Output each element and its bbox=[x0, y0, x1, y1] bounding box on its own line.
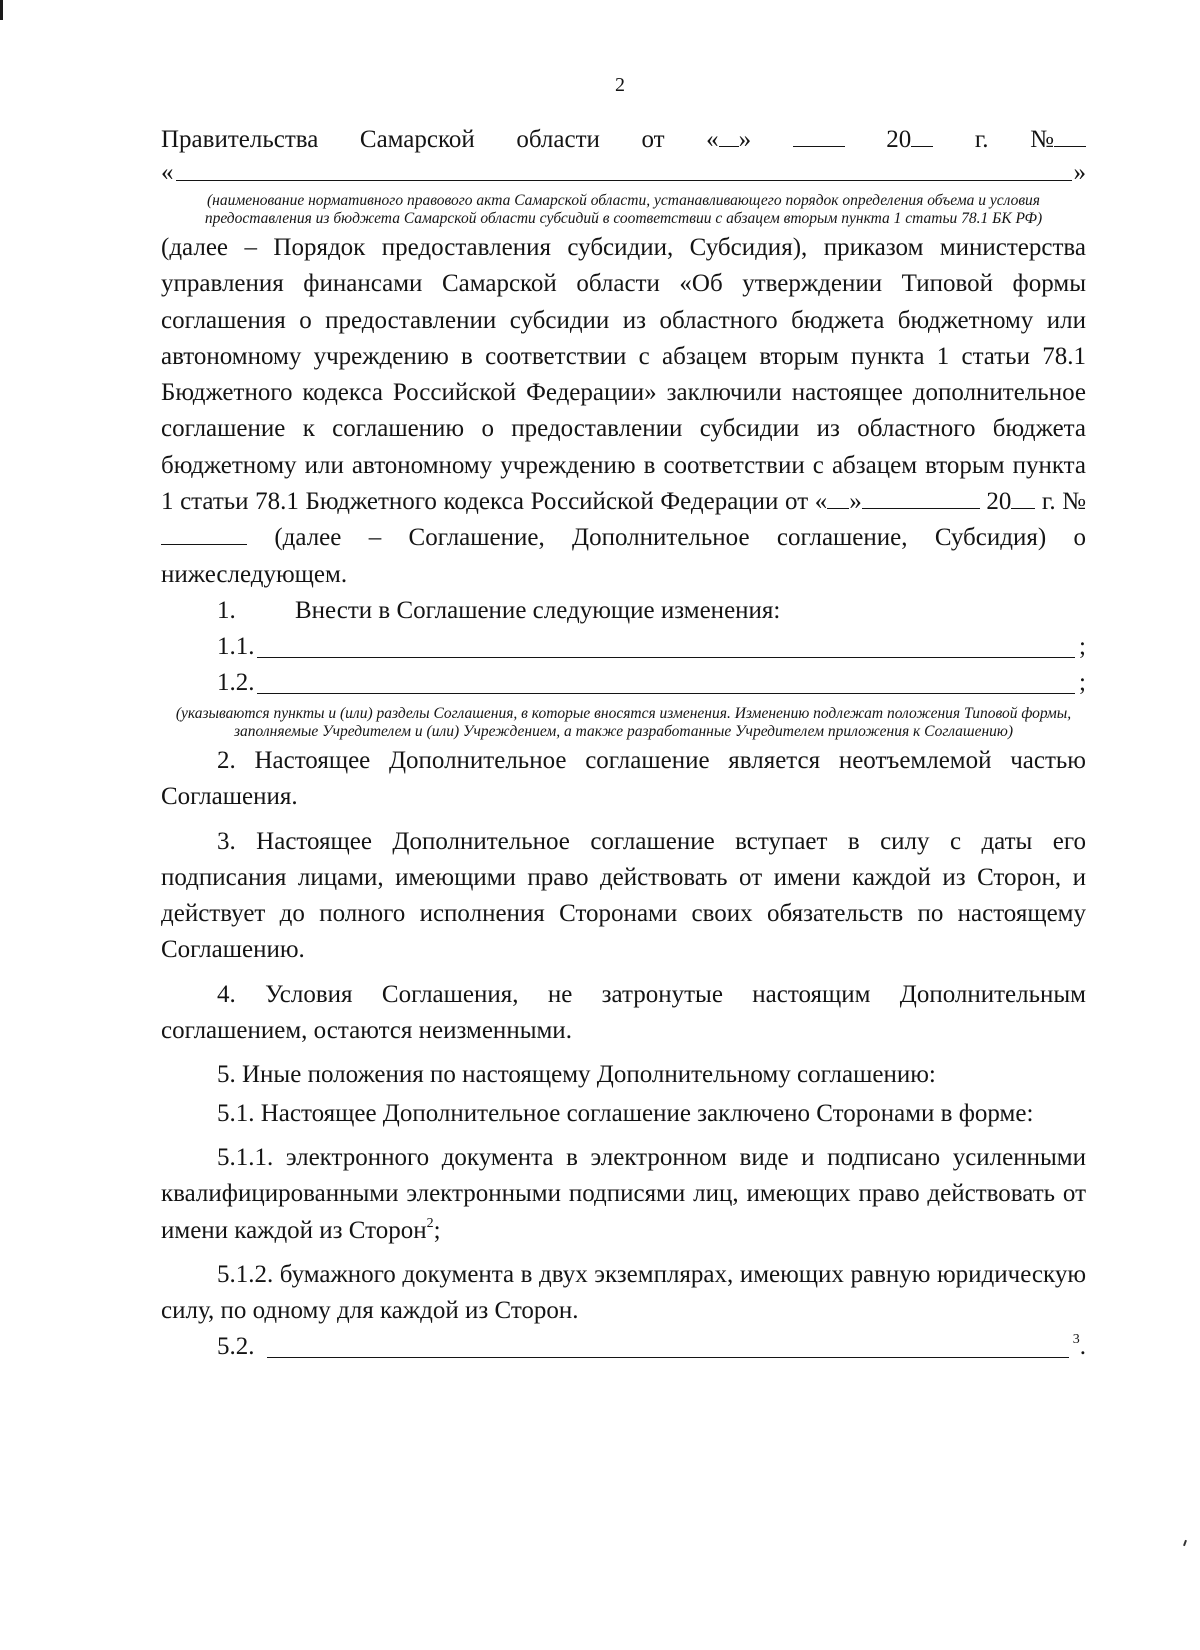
footnote-ref-3: 3 bbox=[1072, 1332, 1080, 1348]
main-paragraph bbox=[161, 230, 1086, 593]
item-5-2-tail bbox=[1073, 1329, 1086, 1365]
header-year-suffix: г. bbox=[974, 126, 989, 153]
year-prefix: 20 bbox=[886, 126, 912, 153]
act-name-note: (наименование нормативного правового акта Самарской области, устанавливающего порядок определения объема и условия предоставления из бюджета Самарской области субсидий в соответствии с абзацем вторым пункта 1 статьи 78.1 БК РФ) bbox=[204, 192, 1043, 227]
item-5-2-number: 5.2. bbox=[217, 1333, 255, 1361]
year-blank bbox=[911, 146, 933, 147]
main-paragraph-tail: (далее – Соглашение, Дополнительное соглашение, Субсидия) о нижеследующем. bbox=[161, 524, 1087, 588]
item-1-number: 1. bbox=[217, 596, 236, 624]
header-word-4: от bbox=[641, 126, 665, 153]
date-open-quote: « bbox=[706, 126, 719, 153]
paragraph-5-1-1 bbox=[161, 1140, 1086, 1249]
header-word-1: Правительства bbox=[161, 126, 319, 153]
item-1 bbox=[161, 593, 1086, 629]
header-line bbox=[161, 122, 1086, 158]
act-name-open-quote: « bbox=[161, 159, 174, 186]
document-body bbox=[161, 122, 1086, 1365]
item-1-1-end: ; bbox=[1079, 632, 1086, 660]
act-name-blank bbox=[176, 180, 1072, 181]
date-close-quote: » bbox=[738, 126, 752, 153]
paragraph-2: 2. Настоящее Дополнительное соглашение является неотъемлемой частью Соглашения. bbox=[161, 746, 1086, 811]
item-5-2 bbox=[161, 1329, 1086, 1365]
agreement-date-open: « bbox=[814, 488, 828, 516]
main-paragraph-text: (далее – Порядок предоставления субсидии, Субсидия), приказом министерства управления финансами Самарской области «Об утверждении Типовой формы соглашения о предоставлении субсидии из областного бюджета бюджетному или автономному учреждению в соответствии с абзацем вторым пункта 1 статьи 78.1 Бюджетного кодекса Российской Федерации» заключили настоящее дополнительное соглашение к соглашению о предоставлении субсидии из областного бюджета бюджетному или автономному учреждению в соответствии с абзацем вторым пункта 1 статьи 78.1 Бюджетного кодекса Российской Федерации от bbox=[161, 234, 1086, 516]
agreement-year-suffix: г. № bbox=[1041, 488, 1087, 516]
item-5-2-blank bbox=[267, 1357, 1069, 1358]
page-number: 2 bbox=[615, 74, 625, 96]
header-year bbox=[886, 122, 933, 158]
agreement-year-blank bbox=[1011, 508, 1035, 509]
paragraph-3: 3. Настоящее Дополнительное соглашение вступает в силу с даты его подписания лицами, имеющими право действовать от имени каждой из Сторон, и действует до полного исполнения Сторонами своих обязательств по настоящему Соглашению. bbox=[161, 827, 1086, 964]
footnote-ref-2: 2 bbox=[426, 1215, 434, 1231]
paragraph-5-1: 5.1. Настоящее Дополнительное соглашение заключено Сторонами в форме: bbox=[217, 1099, 1034, 1127]
agreement-year-prefix: 20 bbox=[986, 488, 1012, 516]
item-1-2-end: ; bbox=[1079, 668, 1086, 696]
act-name-close-quote: » bbox=[1073, 159, 1086, 186]
act-name-line bbox=[161, 158, 1086, 188]
scan-edge-mark bbox=[0, 0, 3, 20]
number-blank bbox=[1054, 146, 1086, 147]
item-1-text: Внести в Соглашение следующие изменения: bbox=[295, 596, 781, 624]
paragraph-4: 4. Условия Соглашения, не затронутые настоящим Дополнительным соглашением, остаются неизменными. bbox=[161, 980, 1086, 1045]
agreement-month-blank bbox=[862, 508, 980, 509]
paragraph-5-1-1-text: 5.1.1. электронного документа в электронном виде и подписано усиленными квалифицированными электронными подписями лиц, имеющих право действовать от имени каждой из Сторон bbox=[161, 1143, 1086, 1244]
header-word-2: Самарской bbox=[359, 126, 475, 153]
item-1-2-number: 1.2. bbox=[217, 668, 255, 696]
item-1-2 bbox=[161, 665, 1086, 701]
day-blank bbox=[719, 146, 739, 147]
scan-speck bbox=[1183, 1540, 1187, 1546]
number-sign: № bbox=[1030, 126, 1054, 153]
month-blank bbox=[793, 146, 845, 147]
agreement-day-blank bbox=[827, 508, 849, 509]
paragraph-5-1-1-end: ; bbox=[433, 1216, 441, 1244]
agreement-date-close: » bbox=[849, 488, 862, 516]
paragraph-5: 5. Иные положения по настоящему Дополнительному соглашению: bbox=[217, 1061, 936, 1089]
item-1-2-blank bbox=[257, 693, 1076, 694]
paragraph-5-1-2: 5.1.2. бумажного документа в двух экземплярах, имеющих равную юридическую силу, по одному для каждой из Сторон. bbox=[161, 1260, 1086, 1325]
header-number bbox=[1030, 122, 1086, 158]
changes-note: (указываются пункты и (или) разделы Соглашения, в которые вносятся изменения. Изменению подлежат положения Типовой формы, заполняемые Учредителем и (или) Учреждением, а также разработанные Учредителем приложения к Соглашению) bbox=[175, 704, 1072, 740]
item-1-1 bbox=[161, 629, 1086, 665]
item-1-1-number: 1.1. bbox=[217, 632, 255, 660]
header-word-3: области bbox=[516, 126, 600, 153]
header-date-day bbox=[706, 122, 751, 158]
item-1-1-blank bbox=[257, 657, 1076, 658]
item-5-2-end: . bbox=[1079, 1333, 1086, 1361]
agreement-number-blank bbox=[161, 544, 247, 545]
